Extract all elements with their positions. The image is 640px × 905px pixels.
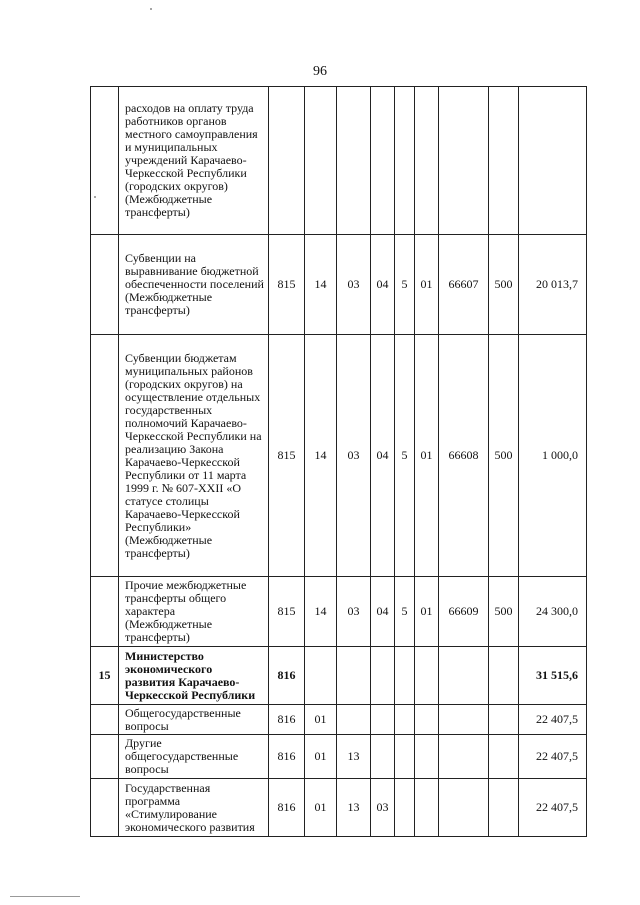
table-row — [91, 779, 587, 837]
code-pr: 03 — [337, 235, 371, 335]
table-row — [91, 647, 587, 705]
code-program — [371, 735, 395, 779]
code-main-event: 01 — [415, 335, 439, 577]
row-name: Субвенции на выравнивание бюджетной обеспеченности поселений (Межбюджетные трансферты) — [119, 235, 269, 335]
code-main-event: 01 — [415, 577, 439, 647]
code-subprogram — [395, 735, 415, 779]
code-vr — [489, 647, 519, 705]
code-rz: 01 — [305, 735, 337, 779]
code-direction — [439, 779, 489, 837]
code-gl: 816 — [269, 647, 305, 705]
code-subprogram: 5 — [395, 335, 415, 577]
code-pr: 13 — [337, 779, 371, 837]
code-main-event — [415, 705, 439, 735]
row-amount: 20 013,7 — [519, 235, 587, 335]
code-program: 04 — [371, 577, 395, 647]
row-name: Прочие межбюджетные трансферты общего характера (Межбюджетные трансферты) — [119, 577, 269, 647]
code-vr — [489, 705, 519, 735]
table-row — [91, 87, 587, 235]
row-amount: 22 407,5 — [519, 705, 587, 735]
code-direction — [439, 735, 489, 779]
code-direction: 66609 — [439, 577, 489, 647]
code-rz: 14 — [305, 335, 337, 577]
code-gl — [269, 87, 305, 235]
code-program — [371, 705, 395, 735]
row-number — [91, 779, 119, 837]
row-number — [91, 735, 119, 779]
table-row — [91, 735, 587, 779]
code-gl: 816 — [269, 735, 305, 779]
code-rz: 14 — [305, 577, 337, 647]
code-main-event — [415, 779, 439, 837]
code-direction — [439, 87, 489, 235]
code-subprogram: 5 — [395, 235, 415, 335]
table-row — [91, 235, 587, 335]
code-subprogram — [395, 779, 415, 837]
code-gl: 816 — [269, 705, 305, 735]
code-direction: 66607 — [439, 235, 489, 335]
row-name: Министерство экономического развития Карачаево-Черкесской Республики — [119, 647, 269, 705]
code-pr — [337, 647, 371, 705]
code-vr — [489, 735, 519, 779]
row-name: Другие общегосударственные вопросы — [119, 735, 269, 779]
row-amount: 1 000,0 — [519, 335, 587, 577]
row-amount: 22 407,5 — [519, 779, 587, 837]
code-pr — [337, 705, 371, 735]
row-number — [91, 87, 119, 235]
code-rz — [305, 87, 337, 235]
row-amount: 31 515,6 — [519, 647, 587, 705]
code-gl: 815 — [269, 335, 305, 577]
row-name: Государственная программа «Стимулирование экономического развития — [119, 779, 269, 837]
code-vr: 500 — [489, 235, 519, 335]
row-number — [91, 705, 119, 735]
code-rz: 01 — [305, 705, 337, 735]
code-gl: 816 — [269, 779, 305, 837]
code-pr: 03 — [337, 577, 371, 647]
table-row — [91, 577, 587, 647]
code-program — [371, 87, 395, 235]
row-amount: 22 407,5 — [519, 735, 587, 779]
table-row — [91, 705, 587, 735]
row-number — [91, 335, 119, 577]
code-gl: 815 — [269, 235, 305, 335]
code-program: 03 — [371, 779, 395, 837]
code-main-event — [415, 647, 439, 705]
table-row — [91, 335, 587, 577]
scan-speck — [94, 196, 96, 198]
code-main-event — [415, 735, 439, 779]
row-name: расходов на оплату труда работников органов местного самоуправления и муниципальных учреждений Карачаево-Черкесской Республики (городских округов) (Межбюджетные трансферты) — [119, 87, 269, 235]
code-subprogram — [395, 87, 415, 235]
code-program: 04 — [371, 235, 395, 335]
code-direction — [439, 705, 489, 735]
code-rz — [305, 647, 337, 705]
code-vr — [489, 779, 519, 837]
code-subprogram — [395, 705, 415, 735]
code-direction: 66608 — [439, 335, 489, 577]
budget-table — [90, 86, 587, 837]
row-amount — [519, 87, 587, 235]
scan-speck — [150, 8, 152, 10]
code-program — [371, 647, 395, 705]
scan-artifact-line — [10, 896, 80, 897]
code-subprogram — [395, 647, 415, 705]
code-pr: 03 — [337, 335, 371, 577]
code-main-event — [415, 87, 439, 235]
code-vr: 500 — [489, 335, 519, 577]
row-number — [91, 577, 119, 647]
code-program: 04 — [371, 335, 395, 577]
row-name: Субвенции бюджетам муниципальных районов (городских округов) на осуществление отдельных государственных полномочий Карачаево-Черкесской Республики на реализацию Закона Карачаево-Черкесской Республики от 11 марта 1999 г. № 607-XXII «О статусе столицы Карачаево-Черкесской Республики» (Межбюджетные трансферты) — [119, 335, 269, 577]
code-pr — [337, 87, 371, 235]
page-number: 96 — [313, 64, 327, 79]
row-amount: 24 300,0 — [519, 577, 587, 647]
row-number — [91, 235, 119, 335]
code-vr: 500 — [489, 577, 519, 647]
row-name: Общегосударственные вопросы — [119, 705, 269, 735]
code-rz: 01 — [305, 779, 337, 837]
code-main-event: 01 — [415, 235, 439, 335]
code-direction — [439, 647, 489, 705]
code-gl: 815 — [269, 577, 305, 647]
row-number: 15 — [91, 647, 119, 705]
code-subprogram: 5 — [395, 577, 415, 647]
code-rz: 14 — [305, 235, 337, 335]
code-vr — [489, 87, 519, 235]
code-pr: 13 — [337, 735, 371, 779]
